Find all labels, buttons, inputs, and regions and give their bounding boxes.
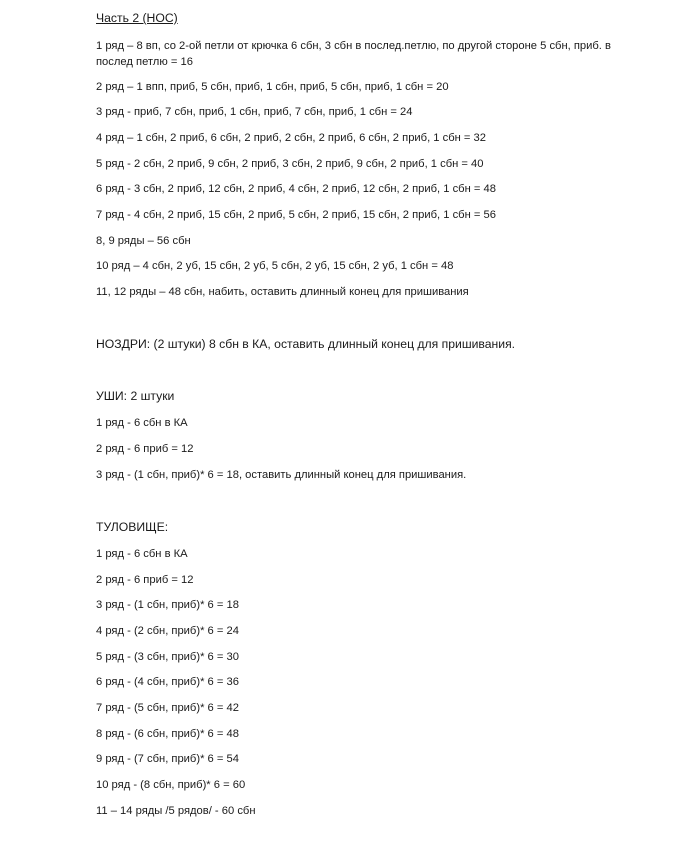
body-row-10: 10 ряд - (8 сбн, приб)* 6 = 60: [96, 779, 246, 791]
nose-row-4: 4 ряд – 1 сбн, 2 приб, 6 сбн, 2 приб, 2 сбн, 2 приб, 6 сбн, 2 приб, 1 сбн = 32: [96, 132, 486, 144]
nose-section-title: Часть 2 (НОС): [96, 11, 178, 25]
body-row-1: 1 ряд - 6 сбн в КА: [96, 548, 188, 560]
nose-row-9: 10 ряд – 4 сбн, 2 уб, 15 сбн, 2 уб, 5 сбн, 2 уб, 15 сбн, 2 уб, 1 сбн = 48: [96, 260, 454, 272]
body-row-6: 6 ряд - (4 сбн, приб)* 6 = 36: [96, 676, 239, 688]
ears-row-3: 3 ряд - (1 сбн, приб)* 6 = 18, оставить длинный конец для пришивания.: [96, 469, 467, 481]
nostrils-line: НОЗДРИ: (2 штуки) 8 сбн в КА, оставить длинный конец для пришивания.: [96, 337, 516, 351]
body-section-title: ТУЛОВИЩЕ:: [96, 520, 169, 534]
ears-section-title: УШИ: 2 штуки: [96, 389, 175, 403]
body-row-4: 4 ряд - (2 сбн, приб)* 6 = 24: [96, 625, 239, 637]
body-row-2: 2 ряд - 6 приб = 12: [96, 574, 194, 586]
body-row-7: 7 ряд - (5 сбн, приб)* 6 = 42: [96, 702, 239, 714]
ears-row-2: 2 ряд - 6 приб = 12: [96, 443, 194, 455]
nose-row-2: 2 ряд – 1 впп, приб, 5 сбн, приб, 1 сбн, приб, 5 сбн, приб, 1 сбн = 20: [96, 81, 449, 93]
nose-row-8: 8, 9 ряды – 56 сбн: [96, 235, 191, 247]
nose-row-10: 11, 12 ряды – 48 сбн, набить, оставить длинный конец для пришивания: [96, 286, 469, 298]
nose-row-7: 7 ряд - 4 сбн, 2 приб, 15 сбн, 2 приб, 5 сбн, 2 приб, 15 сбн, 2 приб, 1 сбн = 56: [96, 209, 496, 221]
body-row-11: 11 – 14 ряды /5 рядов/ - 60 сбн: [96, 805, 256, 817]
nose-row-5: 5 ряд - 2 сбн, 2 приб, 9 сбн, 2 приб, 3 сбн, 2 приб, 9 сбн, 2 приб, 1 сбн = 40: [96, 158, 484, 170]
body-row-8: 8 ряд - (6 сбн, приб)* 6 = 48: [96, 728, 239, 740]
body-row-9: 9 ряд - (7 сбн, приб)* 6 = 54: [96, 753, 239, 765]
body-row-5: 5 ряд - (3 сбн, приб)* 6 = 30: [96, 651, 239, 663]
body-row-3: 3 ряд - (1 сбн, приб)* 6 = 18: [96, 599, 239, 611]
nose-row-3: 3 ряд - приб, 7 сбн, приб, 1 сбн, приб, 7 сбн, приб, 1 сбн = 24: [96, 106, 413, 118]
nose-row-6: 6 ряд - 3 сбн, 2 приб, 12 сбн, 2 приб, 4 сбн, 2 приб, 12 сбн, 2 приб, 1 сбн = 48: [96, 183, 496, 195]
ears-row-1: 1 ряд - 6 сбн в КА: [96, 417, 188, 429]
nose-row-1: 1 ряд – 8 вп, со 2-ой петли от крючка 6 сбн, 3 сбн в послед.петлю, по другой стороне 5 сбн, приб. в послед петлю = 16: [96, 40, 611, 68]
